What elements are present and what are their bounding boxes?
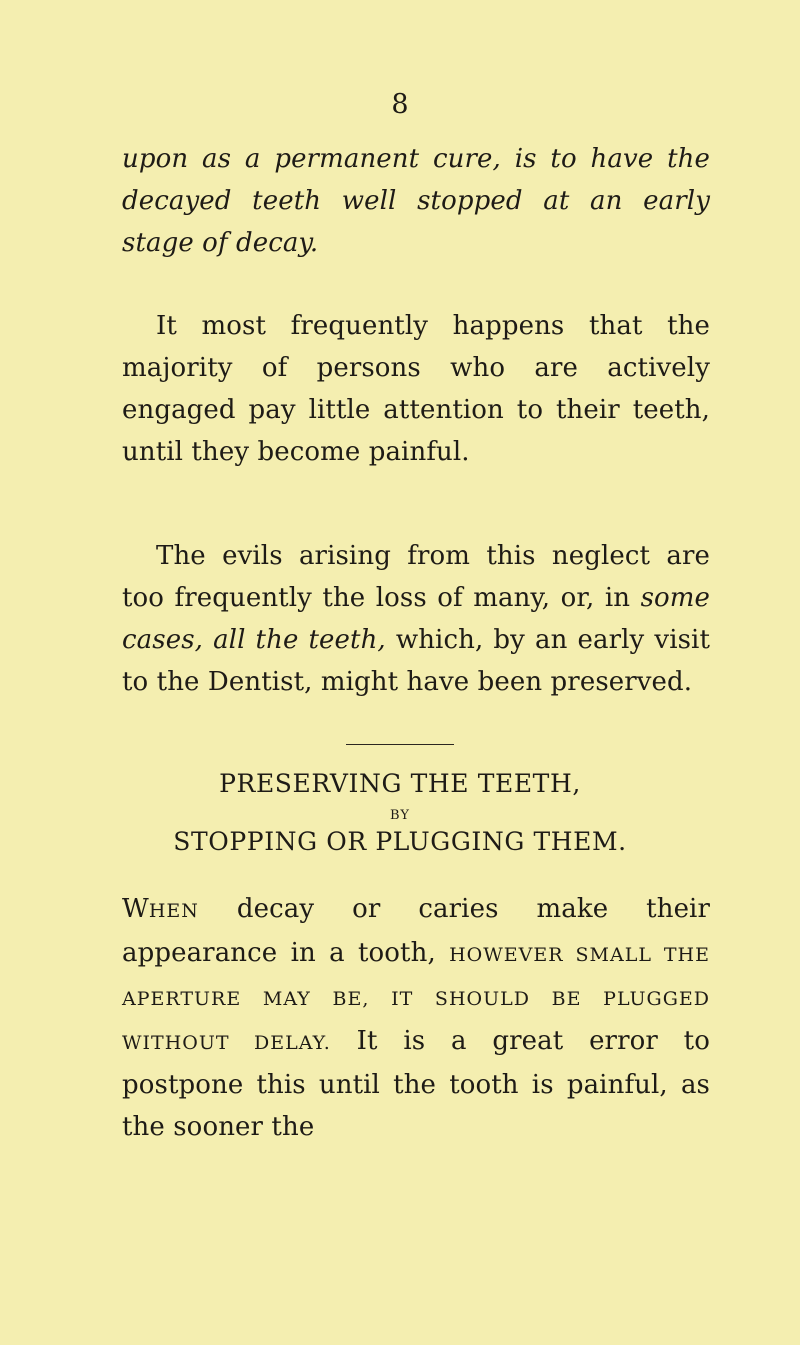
paragraph-smallcaps-warning: HOWEVER SMALL THE APERTURE MAY BE, IT SHOULD BE PLUGGED WITHOUT DELAY. — [122, 944, 711, 1054]
paragraph-when-decay-text-end: It is a great error to postpone this until the tooth is painful, as the sooner the — [122, 1026, 710, 1142]
intro-italic-text: upon as a permanent cure, is to have the decayed teeth well stopped at an early stage of decay. — [122, 144, 710, 258]
paragraph-lead-smallcaps: HEN — [148, 900, 199, 922]
paragraph-evils-text-end: which, by an early visit to the Dentist, might have been preserved. — [122, 625, 711, 697]
paragraph-lead-initial: W — [122, 894, 149, 924]
section-heading-by: BY — [390, 808, 410, 823]
paragraph-evils-italic: some cases, all the teeth, — [122, 583, 710, 655]
paragraph-evils-text-start: The evils arising from this neglect are too frequently the loss of many, or, in — [122, 541, 710, 613]
section-heading-line2: STOPPING OR PLUGGING THEM. — [173, 827, 627, 856]
paragraph-when-decay — [122, 888, 710, 1148]
paragraph-when-decay-text-start: decay or caries make their appearance in a tooth, — [122, 894, 710, 968]
paragraph-majority: It most frequently happens that the majority of persons who are actively engaged pay little attention to their teeth, until they become painful. — [122, 311, 710, 467]
paragraph-evils — [122, 535, 710, 703]
page-number: 8 — [391, 89, 409, 120]
intro-paragraph — [122, 138, 710, 264]
section-divider — [346, 744, 454, 745]
section-heading-line1: PRESERVING THE TEETH, — [219, 769, 581, 798]
